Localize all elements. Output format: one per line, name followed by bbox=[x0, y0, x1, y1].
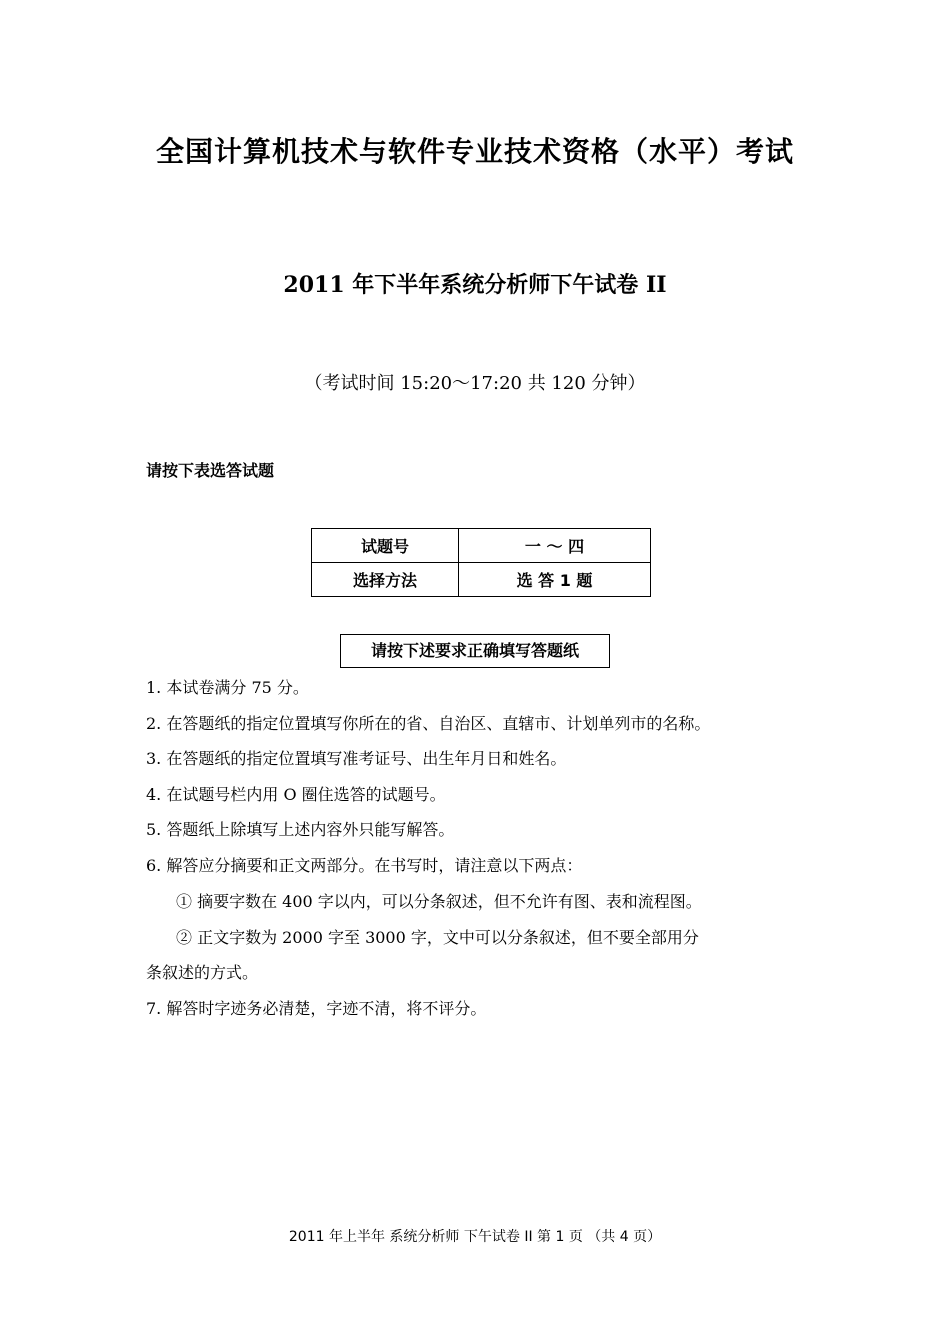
exam-subtitle: 2011 年下半年系统分析师下午试卷 II bbox=[283, 272, 667, 298]
rule-item: 1. 本试卷满分 75 分。 bbox=[146, 678, 309, 697]
table-cell-value: 一 ～ 四 bbox=[459, 529, 651, 563]
page-footer: 2011 年上半年 系统分析师 下午试卷 II 第 1 页 （共 4 页） bbox=[288, 1229, 662, 1245]
rule-item: 2. 在答题纸的指定位置填写你所在的省、自治区、直辖市、计划单列市的名称。 bbox=[146, 714, 711, 733]
requirements-heading: 请按下述要求正确填写答题纸 bbox=[340, 634, 610, 668]
rule-item: 5. 答题纸上除填写上述内容外只能写解答。 bbox=[146, 820, 455, 839]
rule-item: 3. 在答题纸的指定位置填写准考证号、出生年月日和姓名。 bbox=[146, 749, 567, 768]
table-row bbox=[312, 563, 651, 597]
rule-sub-item: ① 摘要字数在 400 字以内，可以分条叙述，但不允许有图、表和流程图。 bbox=[176, 892, 702, 911]
table-cell-value: 选 答 1 题 bbox=[459, 563, 651, 597]
table-row bbox=[312, 529, 651, 563]
rule-item: 7. 解答时字迹务必清楚，字迹不清，将不评分。 bbox=[146, 999, 487, 1018]
selection-instruction: 请按下表选答试题 bbox=[146, 461, 275, 480]
rule-item: 6. 解答应分摘要和正文两部分。在书写时，请注意以下两点： bbox=[146, 856, 583, 875]
rule-sub-item: ② 正文字数为 2000 字至 3000 字，文中可以分条叙述，但不要全部用分 bbox=[176, 928, 699, 947]
table-cell-label: 选择方法 bbox=[312, 563, 459, 597]
exam-title: 全国计算机技术与软件专业技术资格（水平）考试 bbox=[155, 135, 794, 168]
table-cell-label: 试题号 bbox=[312, 529, 459, 563]
selection-table bbox=[311, 528, 651, 597]
rule-item: 4. 在试题号栏内用 O 圈住选答的试题号。 bbox=[146, 785, 446, 804]
rule-sub-item-continued: 条叙述的方式。 bbox=[146, 963, 259, 982]
exam-time: （考试时间 15:20～17:20 共 120 分钟） bbox=[304, 373, 646, 394]
